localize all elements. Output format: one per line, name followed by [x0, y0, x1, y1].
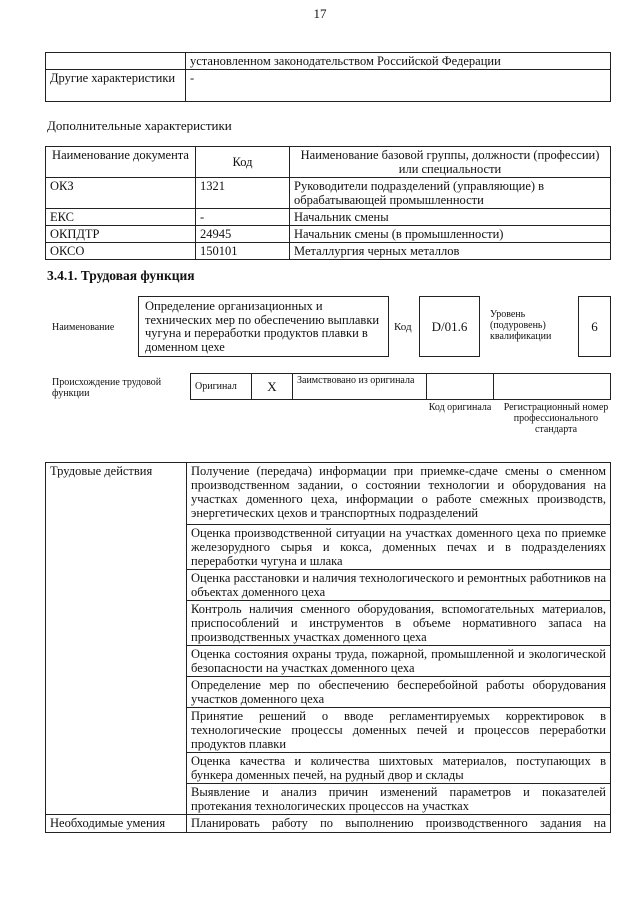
- function-code: D/01.6: [431, 318, 468, 334]
- function-name: Определение организационных и технических мер по обеспечению выплавки чугуна и переработки продуктов плавки в доменном цехе: [145, 299, 380, 354]
- additional-table: [45, 146, 611, 260]
- function-name-box: [138, 296, 389, 357]
- list-item: Принятие решений о вводе регламентируемых корректировок в технологические процессы доменных печей и процессов переработки продуктов плавки: [187, 708, 611, 753]
- list-item: Оценка расстановки и наличия технологического и ремонтных работников на объектах доменного цеха: [187, 570, 611, 601]
- table-row-cell: Начальник смены: [290, 209, 611, 226]
- list-item: Оценка состояния охраны труда, пожарной, промышленной и экологической безопасности на участках доменного цеха: [187, 646, 611, 677]
- actions-table: [45, 462, 611, 833]
- table-row-cell: ОКСО: [46, 243, 196, 260]
- skills-label: Необходимые умения: [46, 815, 187, 833]
- table-row-cell: 24945: [196, 226, 290, 243]
- table-row-cell: ЕКС: [46, 209, 196, 226]
- origin-code-caption: Код оригинала: [428, 402, 492, 413]
- origin-original-mark: X: [252, 374, 293, 400]
- origin-table: [190, 373, 611, 400]
- top-table-row2-label: Другие характеристики: [46, 70, 186, 102]
- top-table-row2-value: -: [186, 70, 611, 102]
- origin-reg-caption: Регистрационный номер профессионального стандарта: [503, 402, 609, 435]
- list-item: Определение мер по обеспечению бесперебойной работы оборудования участков доменного цеха: [187, 677, 611, 708]
- code-label: Код: [394, 321, 412, 333]
- table-row-cell: Металлургия черных металлов: [290, 243, 611, 260]
- skills-first-item: Планировать работу по выполнению производственного задания на: [187, 815, 611, 833]
- qualification-level: 6: [591, 318, 598, 334]
- level-label: Уровень (подуровень) квалификации: [490, 309, 552, 342]
- table-row-cell: 150101: [196, 243, 290, 260]
- origin-reg-cell: [494, 374, 611, 400]
- additional-header-doc: Наименование документа: [46, 147, 196, 178]
- additional-header-code: Код: [196, 147, 290, 178]
- list-item: Контроль наличия сменного оборудования, вспомогательных материалов, приспособлений и инструментов в объеме нормативного запаса на производственных участках доменного цеха: [187, 601, 611, 646]
- actions-label: Трудовые действия: [46, 463, 187, 815]
- list-item: Оценка производственной ситуации на участках доменного цеха по приемке железорудного сырья и кокса, доменных печах и в подразделениях переработки чугуна и шлака: [187, 525, 611, 570]
- table-row-cell: Руководители подразделений (управляющие) в обрабатывающей промышленности: [290, 178, 611, 209]
- level-box: [578, 296, 611, 357]
- page-number: 17: [313, 6, 327, 21]
- origin-borrowed-label: Заимствовано из оригинала: [293, 374, 427, 400]
- additional-heading: Дополнительные характеристики: [47, 118, 232, 133]
- list-item: Выявление и анализ причин изменений параметров и показателей протекания технологических процессов на участках: [187, 784, 611, 815]
- table-row-cell: ОКПДТР: [46, 226, 196, 243]
- list-item: Оценка качества и количества шихтовых материалов, поступающих в бункера доменных печей, на рудный двор и склады: [187, 753, 611, 784]
- origin-code-cell: [427, 374, 494, 400]
- top-table-row1-text: установленном законодательством Российской Федерации: [186, 53, 611, 70]
- name-label: Наименование: [52, 322, 115, 333]
- origin-label: Происхождение трудовой функции: [52, 377, 162, 399]
- section-title: 3.4.1. Трудовая функция: [47, 268, 195, 283]
- table-row-cell: Начальник смены (в промышленности): [290, 226, 611, 243]
- table-row-cell: -: [196, 209, 290, 226]
- list-item: Получение (передача) информации при приемке-сдаче смены о сменном производственном задании, о состоянии технологии и оборудования на участках доменного цеха, информации о работе смежных производств, энергетических цехов и транспортных подразделений: [187, 463, 611, 525]
- table-row-cell: ОКЗ: [46, 178, 196, 209]
- top-table: [45, 52, 611, 102]
- code-box: [419, 296, 480, 357]
- table-row-cell: 1321: [196, 178, 290, 209]
- additional-header-name: Наименование базовой группы, должности (профессии) или специальности: [290, 147, 611, 178]
- origin-original-label: Оригинал: [191, 374, 252, 400]
